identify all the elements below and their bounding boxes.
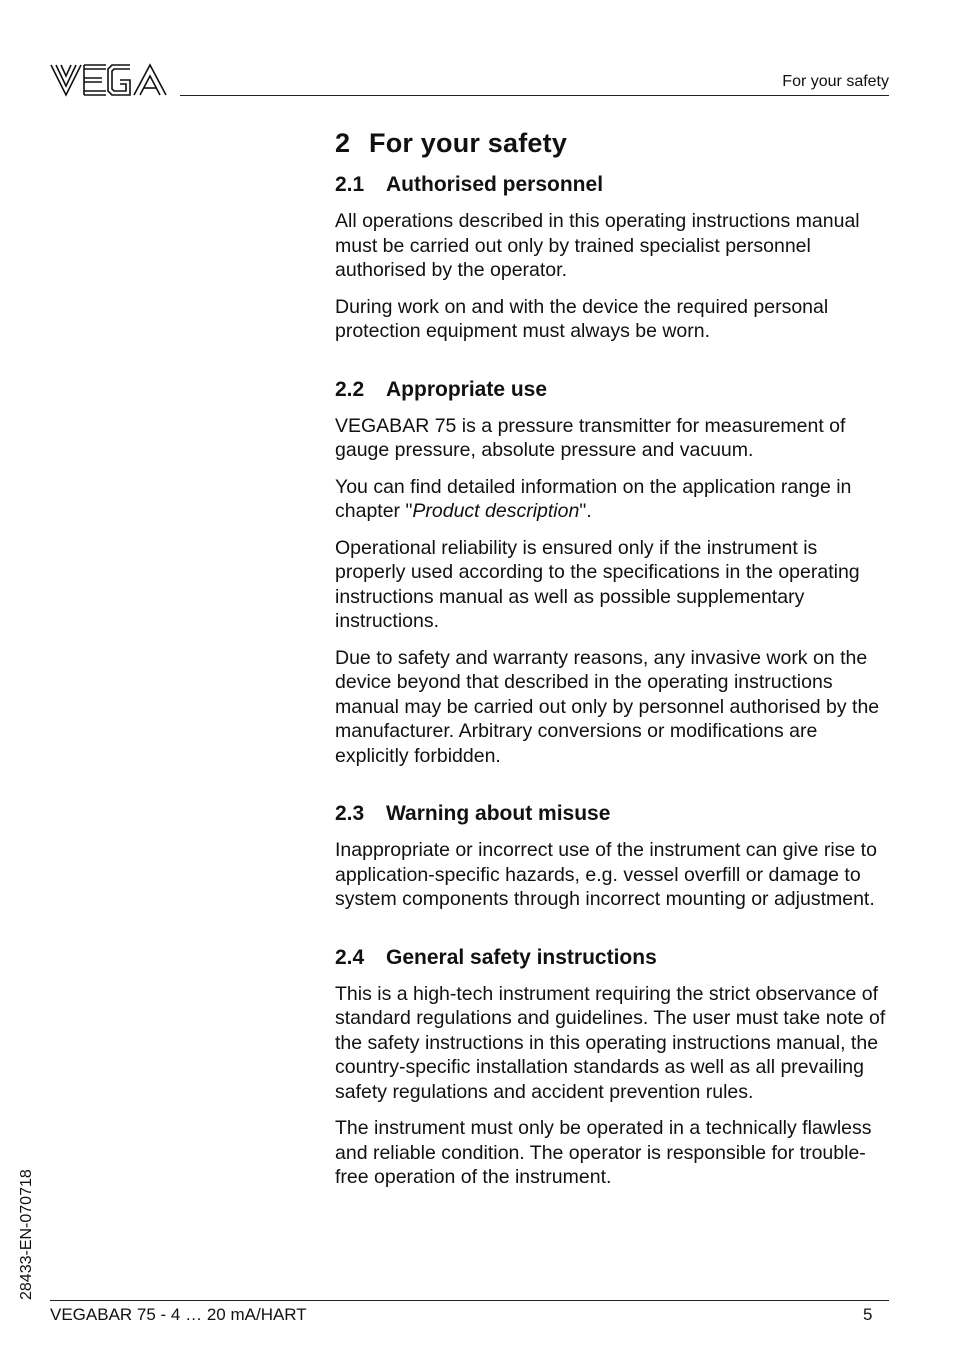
paragraph: Operational reliability is ensured only if the instrument is properly used according to the specifications in the operating instructions manual as well as possible supplementary instructions.	[335, 536, 860, 632]
footer-rule	[50, 1300, 889, 1301]
paragraph: Inappropriate or incorrect use of the instrument can give rise to application-specific hazards, e.g. vessel overfill or damage to system components through incorrect mounting or adjustment.	[335, 839, 877, 910]
paragraph: The instrument must only be operated in a technically flawless and reliable condition. The operator is responsible for trouble-free operation of the instrument.	[335, 1117, 872, 1188]
section-warning-misuse	[335, 802, 891, 912]
section-title: Appropriate use	[386, 377, 548, 401]
section-heading	[335, 378, 891, 402]
chapter-reference: Product description	[412, 500, 580, 522]
text-before: You can find detailed information on the application range in chapter "	[335, 475, 852, 522]
section-number: 2.3	[335, 802, 365, 825]
paragraph: VEGABAR 75 is a pressure transmitter for measurement of gauge pressure, absolute pressure and vacuum.	[335, 414, 846, 461]
chapter-title: For your safety	[369, 128, 568, 158]
section-number: 2.1	[335, 173, 365, 196]
document-code: 28433-EN-070718	[18, 1169, 35, 1300]
section-title: Warning about misuse	[386, 802, 611, 825]
paragraph-with-reference	[335, 475, 891, 524]
paragraph: This is a high-tech instrument requiring the strict observance of standard regulations and guidelines. The user must take note of the safety instructions in this operating instructions manual, the country-specific installation standards as well as all prevailing safety regulations and accident prevention rules.	[335, 982, 886, 1103]
section-title: Authorised personnel	[386, 173, 604, 196]
main-content	[335, 128, 891, 1202]
vega-logo	[50, 62, 168, 98]
section-heading	[335, 946, 891, 970]
paragraph: All operations described in this operating instructions manual must be carried out only by trained specialist personnel authorised by the operator.	[335, 210, 860, 281]
section-heading	[335, 173, 891, 197]
chapter-number: 2	[335, 128, 351, 158]
section-number: 2.4	[335, 945, 365, 969]
section-title: General safety instructions	[386, 945, 657, 969]
running-header: For your safety	[782, 73, 889, 90]
section-heading	[335, 802, 891, 826]
section-appropriate-use	[335, 378, 891, 769]
section-general-safety	[335, 946, 891, 1190]
chapter-heading	[335, 128, 891, 159]
section-number: 2.2	[335, 377, 365, 401]
paragraph: Due to safety and warranty reasons, any invasive work on the device beyond that described in the operating instructions manual may be carried out only by personnel authorised by the manufacturer. Arbitrary conversions or modifications are explicitly forbidden.	[335, 646, 880, 767]
section-authorised-personnel	[335, 173, 891, 344]
paragraph: During work on and with the device the required personal protection equipment must always be worn.	[335, 295, 829, 342]
page-number: 5	[863, 1305, 873, 1324]
footer-product: VEGABAR 75 - 4 … 20 mA/HART	[50, 1305, 307, 1324]
text-after: ".	[579, 500, 592, 522]
header-rule	[180, 95, 889, 96]
